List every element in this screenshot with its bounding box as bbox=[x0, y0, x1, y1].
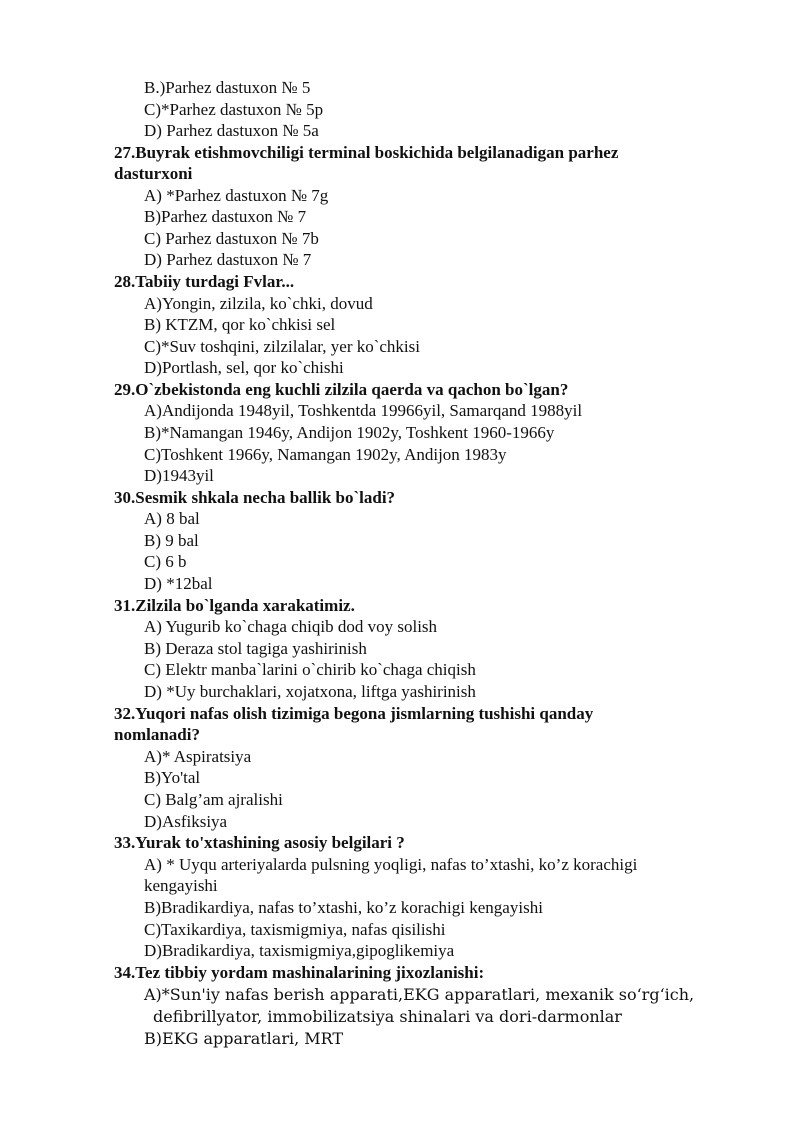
question-34-option-b: B)EKG apparatlari, MRT bbox=[144, 1029, 344, 1048]
question-33-option-a: A) * Uyqu arteriyalarda pulsning yoqligi, nafas to’xtashi, ko’z korachigi bbox=[144, 855, 638, 874]
question-31-option-b: B) Deraza stol tagiga yashirinish bbox=[144, 639, 367, 658]
question-29-title: 29.O`zbekistonda eng kuchli zilzila qaerda va qachon bo`lgan? bbox=[114, 380, 569, 399]
question-31-option-c: C) Elektr manba`larini o`chirib ko`chaga chiqish bbox=[144, 660, 476, 679]
question-29-option-c: C)Toshkent 1966y, Namangan 1902y, Andijon 1983y bbox=[144, 445, 507, 464]
question-27-option-b: B)Parhez dastuxon № 7 bbox=[144, 207, 307, 226]
question-32-title: 32.Yuqori nafas olish tizimiga begona jismlarning tushishi qanday bbox=[114, 704, 594, 723]
question-28-title: 28.Tabiiy turdagi Fvlar... bbox=[114, 272, 295, 291]
question-32-option-b: B)Yo'tal bbox=[144, 768, 201, 787]
question-29-option-a: A)Andijonda 1948yil, Toshkentda 19966yil, Samarqand 1988yil bbox=[144, 401, 583, 420]
question-34-title: 34.Tez tibbiy yordam mashinalarining jixozlanishi: bbox=[114, 963, 485, 982]
question-28-option-c: C)*Suv toshqini, zilzilalar, yer ko`chkisi bbox=[144, 337, 420, 356]
question-29-option-d: D)1943yil bbox=[144, 466, 214, 485]
question-30-option-a: A) 8 bal bbox=[144, 509, 200, 528]
option-b-prev: B.)Parhez dastuxon № 5 bbox=[144, 78, 311, 97]
question-30-option-b: B) 9 bal bbox=[144, 531, 199, 550]
question-33-option-c: C)Taxikardiya, taxismigmiya, nafas qisilishi bbox=[144, 920, 446, 939]
question-31-option-a: A) Yugurib ko`chaga chiqib dod voy solish bbox=[144, 617, 438, 636]
question-34-option-a: A)*Sun'iy nafas berish apparati,EKG apparatlari, mexanik so‘rg‘ich, bbox=[144, 985, 695, 1004]
question-27-option-c: C) Parhez dastuxon № 7b bbox=[144, 229, 319, 248]
question-30-title: 30.Sesmik shkala necha ballik bo`ladi? bbox=[114, 488, 396, 507]
question-28-option-a: A)Yongin, zilzila, ko`chki, dovud bbox=[144, 294, 373, 313]
question-27-title-cont: dasturxoni bbox=[114, 164, 193, 183]
question-31-title: 31.Zilzila bo`lganda xarakatimiz. bbox=[114, 596, 355, 615]
question-32-option-d: D)Asfiksiya bbox=[144, 812, 228, 831]
question-32-option-a: A)* Aspiratsiya bbox=[144, 747, 252, 766]
question-33-option-b: B)Bradikardiya, nafas to’xtashi, ko’z korachigi kengayishi bbox=[144, 898, 543, 917]
question-29-option-b: B)*Namangan 1946y, Andijon 1902y, Toshkent 1960-1966y bbox=[144, 423, 555, 442]
question-30-option-d: D) *12bal bbox=[144, 574, 213, 593]
question-27-option-d: D) Parhez dastuxon № 7 bbox=[144, 250, 312, 269]
question-33-option-d: D)Bradikardiya, taxismigmiya,gipoglikemiya bbox=[144, 941, 455, 960]
question-27-title: 27.Buyrak etishmovchiligi terminal boskichida belgilanadigan parhez bbox=[114, 143, 619, 162]
option-d-prev: D) Parhez dastuxon № 5a bbox=[144, 121, 319, 140]
question-33-title: 33.Yurak to'xtashining asosiy belgilari ? bbox=[114, 833, 405, 852]
question-33-option-a-cont: kengayishi bbox=[144, 876, 218, 895]
question-32-title-cont: nomlanadi? bbox=[114, 725, 200, 744]
question-34-option-a-cont: defibrillyator, immobilizatsiya shinalari va dori-darmonlar bbox=[153, 1007, 622, 1026]
question-32-option-c: C) Balg’am ajralishi bbox=[144, 790, 283, 809]
option-c-prev: C)*Parhez dastuxon № 5p bbox=[144, 100, 324, 119]
question-27-option-a: A) *Parhez dastuxon № 7g bbox=[144, 186, 329, 205]
question-28-option-b: B) KTZM, qor ko`chkisi sel bbox=[144, 315, 336, 334]
question-30-option-c: C) 6 b bbox=[144, 552, 187, 571]
question-28-option-d: D)Portlash, sel, qor ko`chishi bbox=[144, 358, 344, 377]
question-31-option-d: D) *Uy burchaklari, xojatxona, liftga yashirinish bbox=[144, 682, 476, 701]
